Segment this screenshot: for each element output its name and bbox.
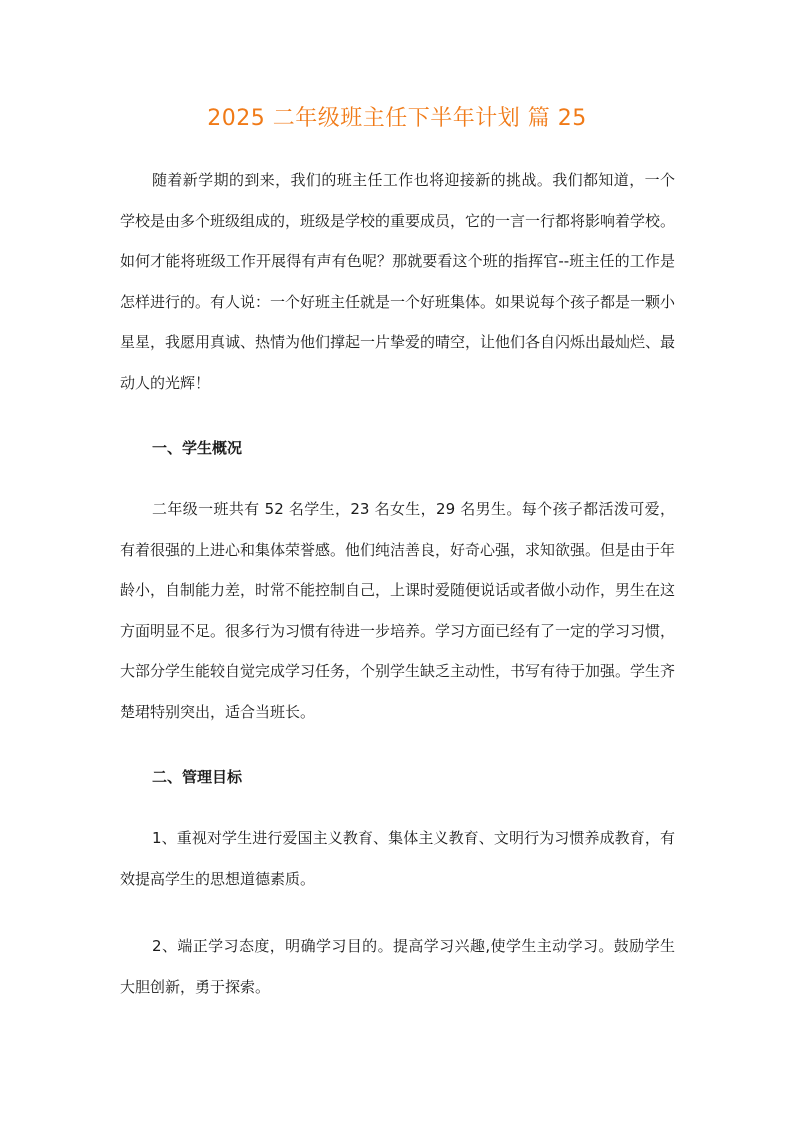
section-heading-management-goals: 二、管理目标 xyxy=(152,768,243,786)
management-goal-item-2: 2、端正学习态度，明确学习目的。提高学习兴趣,使学生主动学习。鼓励学生大胆创新，勇于探索。 xyxy=(120,937,675,996)
management-goal-item-1: 1、重视对学生进行爱国主义教育、集体主义教育、文明行为习惯养成教育，有效提高学生的思想道德素质。 xyxy=(120,829,675,888)
student-overview-paragraph: 二年级一班共有 52 名学生，23 名女生，29 名男生。每个孩子都活泼可爱，有着很强的上进心和集体荣誉感。他们纯洁善良，好奇心强，求知欲强。但是由于年龄小，自制能力差，时常不能控制自己，上课时爱随便说话或者做小动作，男生在这方面明显不足。很多行为习惯有待进一步培养。学习方面已经有了一定的学习习惯，大部分学生能较自觉完成学习任务，个别学生缺乏主动性，书写有待于加强。学生齐楚珺特别突出，适合当班长。 xyxy=(120,500,676,721)
intro-paragraph: 随着新学期的到来，我们的班主任工作也将迎接新的挑战。我们都知道，一个学校是由多个班级组成的，班级是学校的重要成员，它的一言一行都将影响着学校。如何才能将班级工作开展得有声有色呢？那就要看这个班的指挥官--班主任的工作是怎样进行的。有人说：一个好班主任就是一个好班集体。如果说每个孩子都是一颗小星星，我愿用真诚、热情为他们撑起一片挚爱的晴空，让他们各自闪烁出最灿烂、最动人的光辉！ xyxy=(120,171,676,392)
section-heading-student-overview: 一、学生概况 xyxy=(152,439,243,457)
document-title: 2025 二年级班主任下半年计划 篇 25 xyxy=(207,106,587,131)
